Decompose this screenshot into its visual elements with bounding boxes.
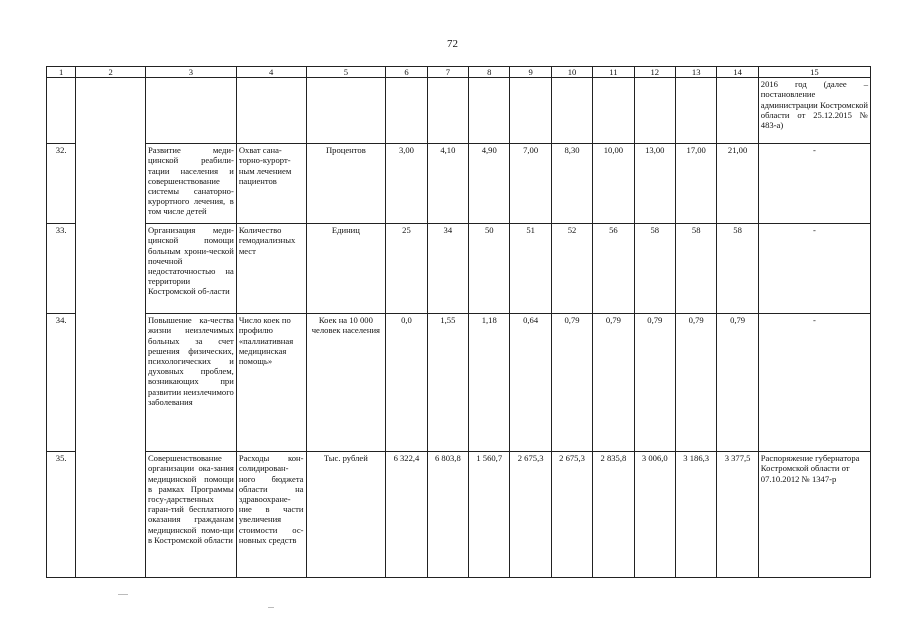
cell-number: 35.: [47, 452, 76, 578]
cell-value: 0,0: [386, 314, 427, 452]
column-number: 12: [634, 67, 675, 78]
cell-indicator: Расходы кон-солидирован-ного бюджета области на здравоохране-ние в части увеличения стоимости ос-новных средств: [236, 452, 306, 578]
cell-name: Организация меди-цинской помощи больным хрони-ческой почечной недостаточностью на территории Костромской об-ласти: [145, 224, 236, 314]
column-number: 15: [758, 67, 870, 78]
column-number: 11: [593, 67, 634, 78]
cell-value: 17,00: [676, 144, 717, 224]
cell-unit: Единиц: [306, 224, 386, 314]
cell-number: 32.: [47, 144, 76, 224]
cell-name: [145, 78, 236, 144]
cell-value: [593, 78, 634, 144]
cell-value: 1,18: [469, 314, 510, 452]
cell-value: [551, 78, 592, 144]
cell-value: [469, 78, 510, 144]
column-number-header-row: [47, 67, 871, 78]
cell-note: -: [758, 144, 870, 224]
scan-mark: [268, 607, 274, 608]
cell-value: [676, 78, 717, 144]
column-number: 7: [427, 67, 468, 78]
cell-value: 56: [593, 224, 634, 314]
cell-value: 3 006,0: [634, 452, 675, 578]
cell-value: 6 322,4: [386, 452, 427, 578]
cell-number: 33.: [47, 224, 76, 314]
cell-unit: [306, 78, 386, 144]
cell-value: 6 803,8: [427, 452, 468, 578]
cell-value: 7,00: [510, 144, 551, 224]
cell-value: 2 675,3: [551, 452, 592, 578]
cell-note: Распоряжение губернатора Костромской области от 07.10.2012 № 1347-р: [758, 452, 870, 578]
cell-value: 51: [510, 224, 551, 314]
table-row: [47, 144, 871, 224]
cell-value: 2 675,3: [510, 452, 551, 578]
cell-value: 50: [469, 224, 510, 314]
cell-value: [634, 78, 675, 144]
column-number: 10: [551, 67, 592, 78]
table-row: [47, 314, 871, 452]
column-number: 2: [76, 67, 146, 78]
cell-name: Повышение ка-чества жизни неизлечимых больных за счет решения физических, психологических и духовных проблем, возникающих при развитии неизлечимого заболевания: [145, 314, 236, 452]
column-number: 14: [717, 67, 758, 78]
column-number: 8: [469, 67, 510, 78]
indicators-table: [46, 66, 871, 578]
cell-value: [427, 78, 468, 144]
cell-value: 10,00: [593, 144, 634, 224]
table-row-continuation: [47, 78, 871, 144]
column-number: 9: [510, 67, 551, 78]
cell-value: 4,10: [427, 144, 468, 224]
cell-value: 3 186,3: [676, 452, 717, 578]
scan-mark: [118, 594, 128, 595]
cell-col2-merged: [76, 78, 146, 578]
cell-unit: Коек на 10 000 человек населения: [306, 314, 386, 452]
cell-number: 34.: [47, 314, 76, 452]
cell-indicator: [236, 78, 306, 144]
column-number: 3: [145, 67, 236, 78]
cell-value: [510, 78, 551, 144]
cell-indicator: Количество гемодиализных мест: [236, 224, 306, 314]
page-number: 72: [447, 38, 458, 50]
cell-value: 4,90: [469, 144, 510, 224]
cell-note: 2016 год (далее – постановление администрации Костромской области от 25.12.2015 № 483-а): [758, 78, 870, 144]
cell-value: 21,00: [717, 144, 758, 224]
cell-value: 0,64: [510, 314, 551, 452]
cell-value: 0,79: [676, 314, 717, 452]
cell-value: 0,79: [717, 314, 758, 452]
cell-value: 52: [551, 224, 592, 314]
cell-value: 58: [634, 224, 675, 314]
cell-unit: Процентов: [306, 144, 386, 224]
cell-name: Развитие меди-цинской реабили-тации населения и совершенствование системы санаторно-курортного лечения, в том числе детей: [145, 144, 236, 224]
cell-value: 0,79: [551, 314, 592, 452]
column-number: 13: [676, 67, 717, 78]
cell-value: 1,55: [427, 314, 468, 452]
cell-value: 13,00: [634, 144, 675, 224]
cell-value: 8,30: [551, 144, 592, 224]
column-number: 4: [236, 67, 306, 78]
cell-value: 1 560,7: [469, 452, 510, 578]
cell-value: 3,00: [386, 144, 427, 224]
cell-value: 25: [386, 224, 427, 314]
column-number: 1: [47, 67, 76, 78]
cell-value: 58: [676, 224, 717, 314]
column-number: 5: [306, 67, 386, 78]
cell-value: 3 377,5: [717, 452, 758, 578]
cell-value: 2 835,8: [593, 452, 634, 578]
cell-value: [717, 78, 758, 144]
cell-value: 0,79: [593, 314, 634, 452]
cell-note: -: [758, 224, 870, 314]
cell-value: 0,79: [634, 314, 675, 452]
column-number: 6: [386, 67, 427, 78]
table-row: [47, 224, 871, 314]
cell-note: -: [758, 314, 870, 452]
cell-indicator: Охват сана-торно-курорт-ным лечением пациентов: [236, 144, 306, 224]
cell-value: 58: [717, 224, 758, 314]
table-row: [47, 452, 871, 578]
cell-indicator: Число коек по профилю «паллиативная медицинская помощь»: [236, 314, 306, 452]
cell-name: Совершенствование организации ока-зания медицинской помощи в рамках Программы госу-дарственных гаран-тий бесплатного оказания гражданам медицинской помо-щи в Костромской области: [145, 452, 236, 578]
cell-value: 34: [427, 224, 468, 314]
cell-unit: Тыс. рублей: [306, 452, 386, 578]
cell-number: [47, 78, 76, 144]
cell-value: [386, 78, 427, 144]
